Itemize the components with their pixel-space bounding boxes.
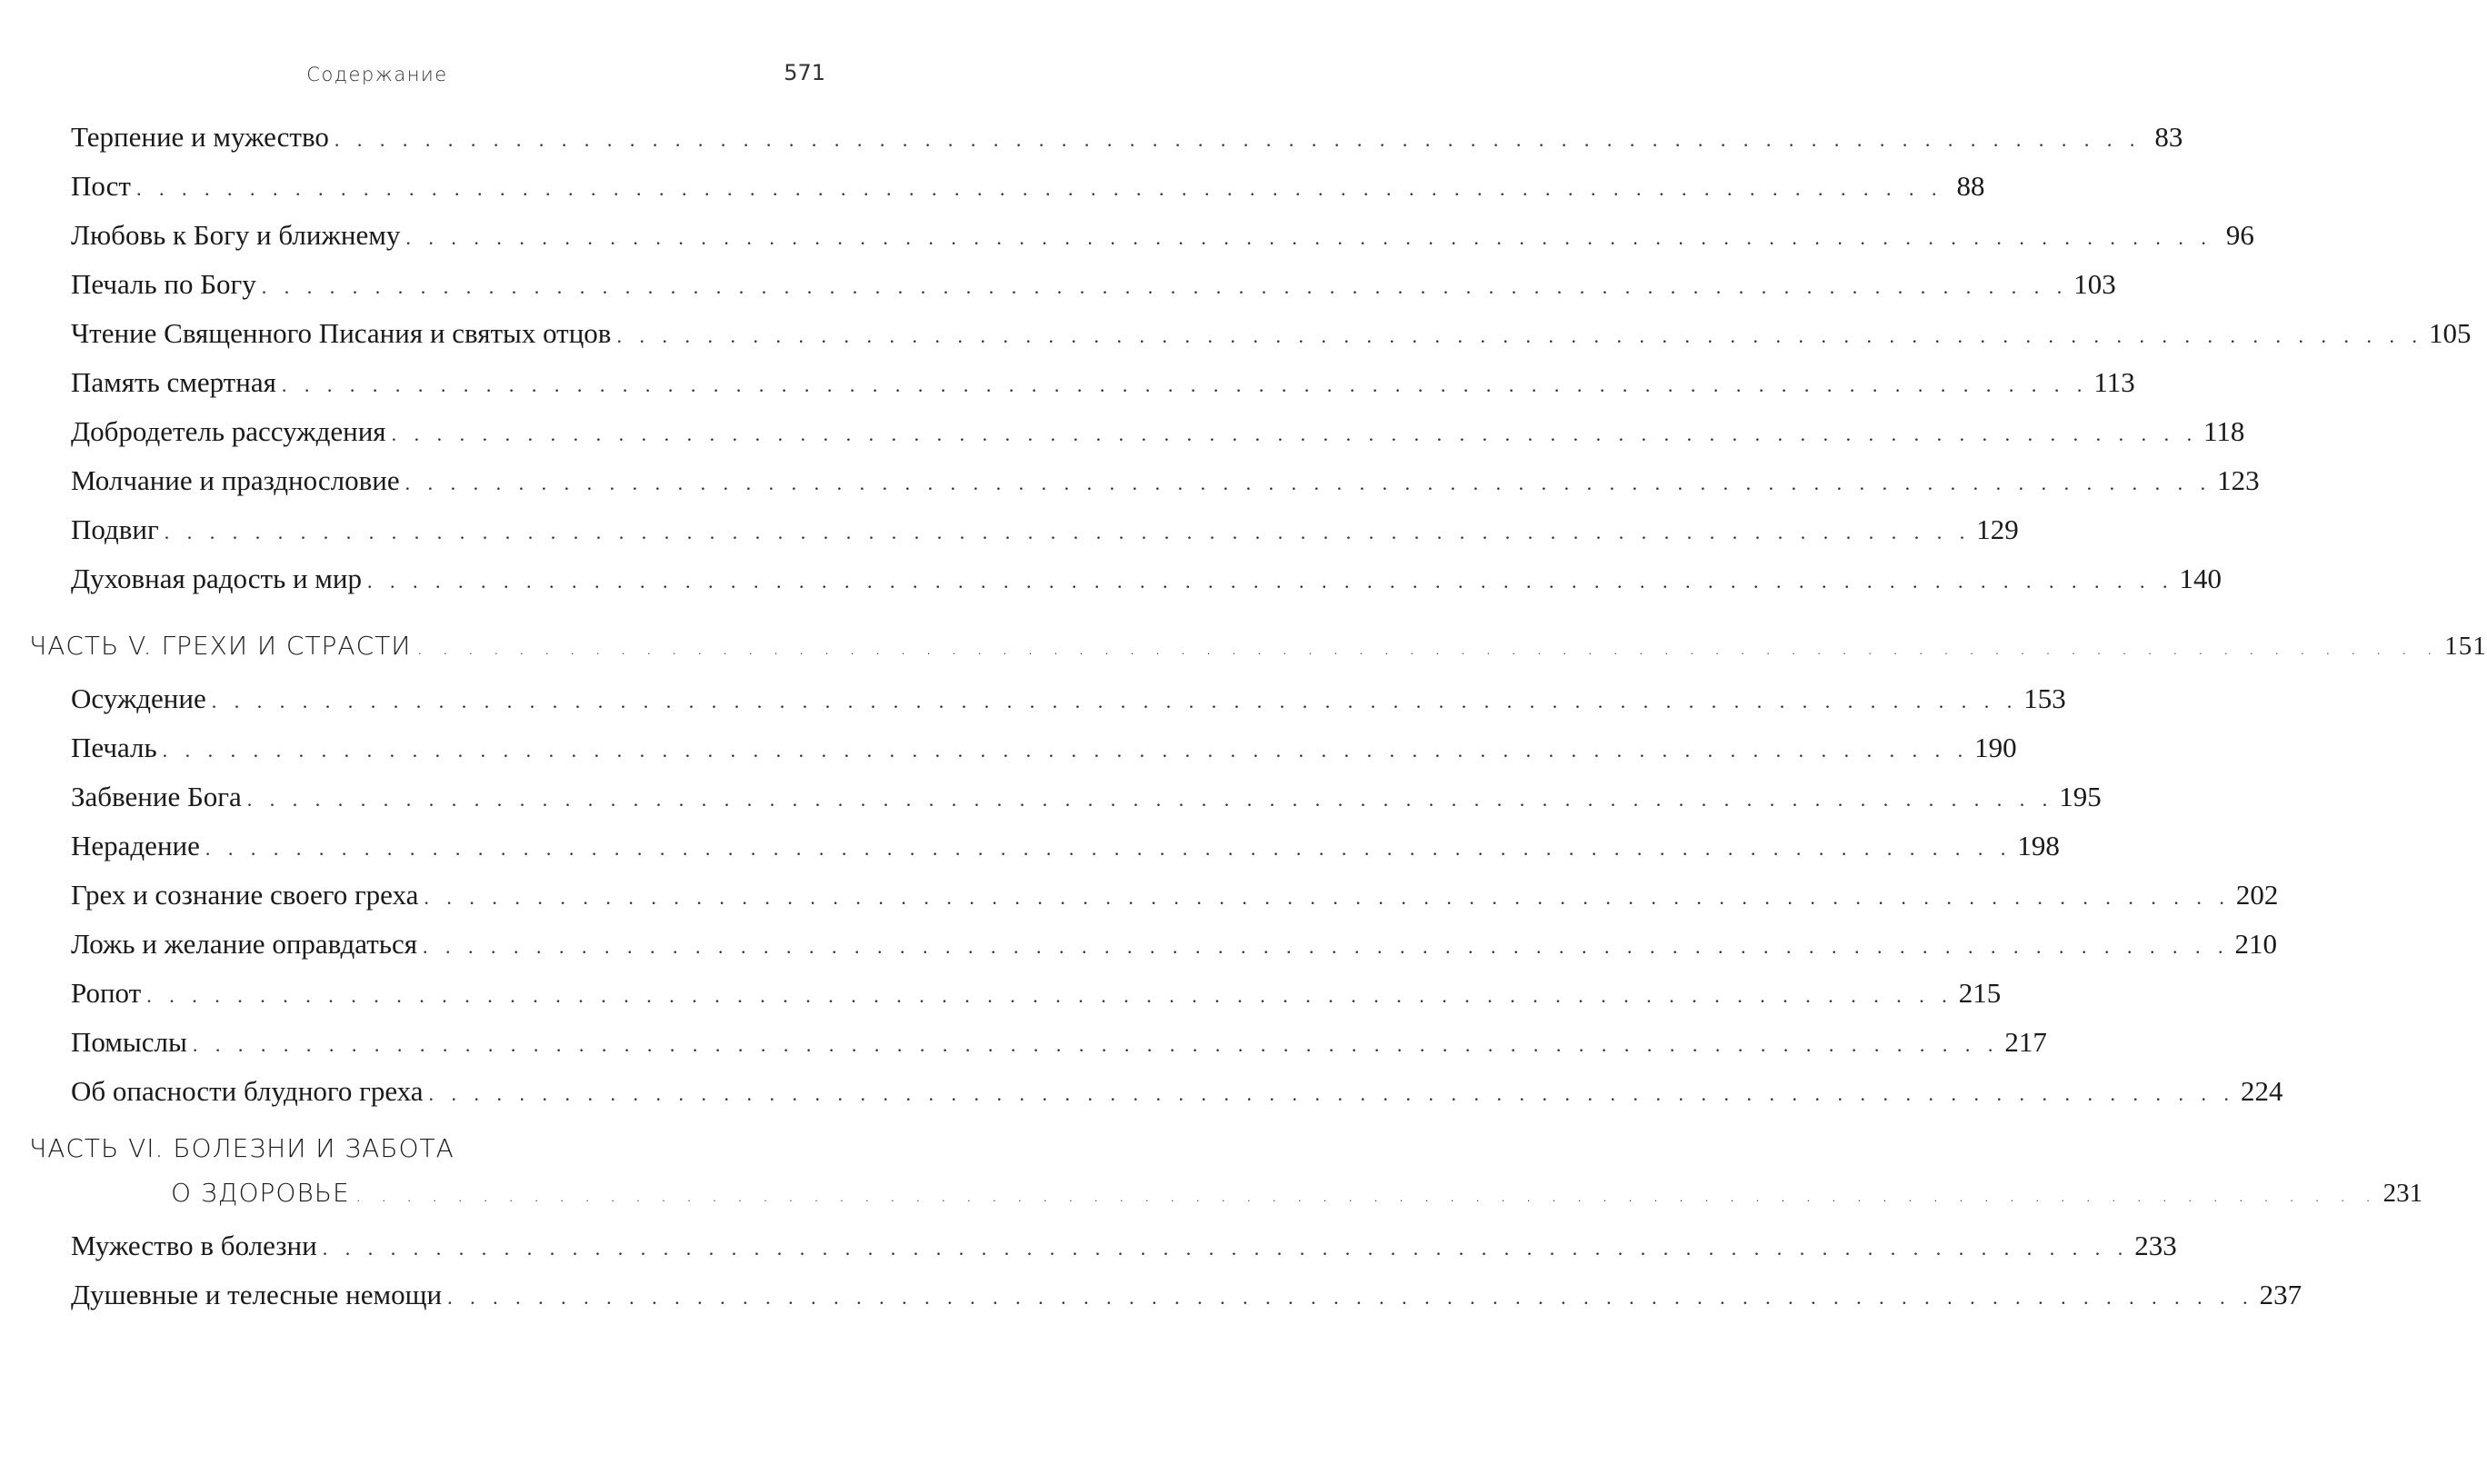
- dot-leader: . . . . . . . . . . . . . . . . . . . . . . . . . . . . . . . . . . . . . . . . . . . . . . . . . . . . . . . . . . . . . . . . . . . . . . . . . . . . . . . .: [367, 570, 2174, 593]
- toc-page-number: 237: [2259, 1279, 2302, 1310]
- toc-entry[interactable]: [0, 920, 2277, 969]
- toc-page-number: 224: [2241, 1075, 2283, 1107]
- toc-title: Грех и сознание своего греха: [71, 879, 419, 911]
- toc-part-heading[interactable]: [0, 622, 2487, 671]
- toc-page-number: 217: [2004, 1026, 2047, 1058]
- dot-leader: . . . . . . . . . . . . . . . . . . . . . . . . . . . . . . . . . . . . . . . . . . . . . . . . . . . . . . . . . . . . . . . . . . . . . . . . . . . . . . . .: [164, 521, 1972, 543]
- toc-entry[interactable]: [0, 358, 2135, 407]
- dot-leader: . . . . . . . . . . . . . . . . . . . . . . . . . . . . . . . . . . . . . . . . . . . . . . . . . . . . . . . . . . . . . . . . . . . . . . . . . . . . . . . .: [146, 984, 1953, 1007]
- toc-entry[interactable]: [0, 505, 2019, 554]
- toc-entry[interactable]: [0, 407, 2245, 456]
- toc-title: О ЗДОРОВЬЕ: [171, 1178, 350, 1208]
- dot-leader: . . . . . . . . . . . . . . . . . . . . . . . . . . . . . . . . . . . . . . . . . . . . . . . . . . . . . . . . . . . . . . . . . . . . . . . . . . . . . . . .: [211, 690, 2019, 712]
- toc-title: Любовь к Богу и ближнему: [71, 219, 401, 251]
- toc-title: Духовная радость и мир: [71, 563, 363, 594]
- toc-title: Помыслы: [71, 1026, 187, 1058]
- toc-title: Об опасности блудного греха: [71, 1075, 424, 1107]
- toc-title: Добродетель рассуждения: [71, 415, 386, 447]
- toc-title: Душевные и телесные немощи: [71, 1279, 443, 1310]
- toc-title: Пост: [71, 170, 131, 202]
- toc-entry[interactable]: [0, 162, 1985, 211]
- toc-page-number: 233: [2134, 1230, 2177, 1261]
- toc-entry[interactable]: [0, 260, 2116, 309]
- toc-title: Молчание и празднословие: [71, 464, 400, 496]
- toc-entry[interactable]: [0, 1221, 2177, 1270]
- toc-entry[interactable]: [0, 871, 2279, 920]
- toc-title: Забвение Бога: [71, 781, 242, 812]
- dot-leader: . . . . . . . . . . . . . . . . . . . . . . . . . . . . . . . . . . . . . . . . . . . . . . . . . . . . . . . . . . . . . . . . . . . . . . . . . . . . . . . .: [334, 128, 2142, 151]
- toc-page-number: 105: [2428, 317, 2472, 349]
- running-head: Содержание: [306, 64, 448, 85]
- toc-title: ЧАСТЬ V. ГРЕХИ И СТРАСТИ: [29, 631, 412, 661]
- toc-entry[interactable]: [0, 554, 2222, 603]
- toc-title: Чтение Священного Писания и святых отцов: [71, 317, 612, 349]
- toc-entry[interactable]: [0, 772, 2102, 822]
- toc-part-title-line1: ЧАСТЬ VI. БОЛЕЗНИ И ЗАБОТА: [29, 1133, 454, 1163]
- toc-entry[interactable]: [0, 211, 2254, 260]
- toc-page-number: 151: [2444, 632, 2487, 661]
- table-of-contents: [0, 113, 2487, 1320]
- toc-page-number: 118: [2203, 415, 2245, 447]
- toc-title: Нерадение: [71, 830, 200, 862]
- toc-part-title-line2[interactable]: [0, 1169, 2423, 1218]
- toc-entry[interactable]: [0, 113, 2183, 162]
- dot-leader: . . . . . . . . . . . . . . . . . . . . . . . . . . . . . . . . . . . . . . . . . . . . . . . . . . . . . . . . . . . . . . . . . . . . . . . . . . . . . . . .: [616, 324, 2423, 347]
- toc-entry[interactable]: [0, 674, 2066, 723]
- toc-page-number: 123: [2217, 464, 2260, 496]
- dot-leader: . . . . . . . . . . . . . . . . . . . . . . . . . . . . . . . . . . . . . . . . . . . . . . . . . . . . . . . . . . . . . . . . . . . . . . . . . . . . . . . .: [428, 1082, 2236, 1105]
- dot-leader: . . . . . . . . . . . . . . . . . . . . . . . . . . . . . . . . . . . . . . . . . . . . . . . . . . . . . . . . . . . . . . . . . . . . . . . . . . . . . . . .: [246, 788, 2054, 811]
- toc-page-number: 83: [2154, 121, 2183, 153]
- toc-entry[interactable]: [0, 456, 2260, 505]
- toc-part-heading: [0, 1129, 2423, 1218]
- dot-leader: . . . . . . . . . . . . . . . . . . . . . . . . . . . . . . . . . . . . . . . . . . . . . . . . . . . . . . . . . . . . . . . . . . . . . . . . . . . . . . . .: [355, 1184, 2378, 1207]
- dot-leader: . . . . . . . . . . . . . . . . . . . . . . . . . . . . . . . . . . . . . . . . . . . . . . . . . . . . . . . . . . . . . . . . . . . . . . . . . . . . . . . .: [261, 275, 2069, 298]
- toc-page-number: 195: [2059, 781, 2102, 812]
- toc-entry[interactable]: [0, 1067, 2283, 1116]
- toc-title: Память смертная: [71, 366, 276, 398]
- dot-leader: . . . . . . . . . . . . . . . . . . . . . . . . . . . . . . . . . . . . . . . . . . . . . . . . . . . . . . . . . . . . . . . . . . . . . . . . . . . . . . . .: [422, 935, 2230, 958]
- toc-page-number: 202: [2235, 879, 2279, 911]
- toc-page-number: 210: [2234, 928, 2277, 960]
- toc-page-number: 215: [1958, 977, 2002, 1009]
- toc-entry[interactable]: [0, 969, 2002, 1018]
- dot-leader: . . . . . . . . . . . . . . . . . . . . . . . . . . . . . . . . . . . . . . . . . . . . . . . . . . . . . . . . . . . . . . . . . . . . . . . . . . . . . . . .: [405, 226, 2212, 249]
- dot-leader: . . . . . . . . . . . . . . . . . . . . . . . . . . . . . . . . . . . . . . . . . . . . . . . . . . . . . . . . . . . . . . . . . . . . . . . . . . . . . . . .: [205, 837, 2013, 860]
- toc-entry[interactable]: [0, 723, 2017, 772]
- toc-entry[interactable]: [0, 1270, 2302, 1320]
- toc-page-number: 153: [2023, 682, 2066, 714]
- toc-page-number: 96: [2225, 219, 2254, 251]
- toc-page-number: 103: [2073, 268, 2116, 300]
- dot-leader: . . . . . . . . . . . . . . . . . . . . . . . . . . . . . . . . . . . . . . . . . . . . . . . . . . . . . . . . . . . . . . . . . . . . . . . . . . . . . . . .: [391, 423, 2199, 445]
- toc-title: Подвиг: [71, 513, 159, 545]
- dot-leader: . . . . . . . . . . . . . . . . . . . . . . . . . . . . . . . . . . . . . . . . . . . . . . . . . . . . . . . . . . . . . . . . . . . . . . . . . . . . . . . .: [135, 177, 1943, 200]
- dot-leader: . . . . . . . . . . . . . . . . . . . . . . . . . . . . . . . . . . . . . . . . . . . . . . . . . . . . . . . . . . . . . . . . . . . . . . . . . . . . . . . .: [424, 886, 2231, 909]
- toc-page-number: 113: [2093, 366, 2135, 398]
- toc-entry[interactable]: [0, 822, 2060, 871]
- toc-title: Осуждение: [71, 682, 206, 714]
- toc-title: Терпение и мужество: [71, 121, 329, 153]
- toc-entry[interactable]: [0, 309, 2472, 358]
- dot-leader: . . . . . . . . . . . . . . . . . . . . . . . . . . . . . . . . . . . . . . . . . . . . . . . . . . . . . . . . . . . . . . . . . . . . . . . . . . . . . . . .: [162, 739, 1970, 762]
- toc-page-number: 129: [1976, 513, 2019, 545]
- dot-leader: . . . . . . . . . . . . . . . . . . . . . . . . . . . . . . . . . . . . . . . . . . . . . . . . . . . . . . . . . . . . . . . . . . . . . . . . . . . . . . . .: [281, 373, 2089, 396]
- dot-leader: . . . . . . . . . . . . . . . . . . . . . . . . . . . . . . . . . . . . . . . . . . . . . . . . . . . . . . . . . . . . . . . . . . . . . . . . . . . . . . . .: [447, 1286, 2254, 1309]
- toc-title: Печаль по Богу: [71, 268, 256, 300]
- dot-leader: . . . . . . . . . . . . . . . . . . . . . . . . . . . . . . . . . . . . . . . . . . . . . . . . . . . . . . . . . . . . . . . . . . . . . . . . . . . . . . . .: [192, 1033, 2000, 1056]
- toc-title: Ропот: [71, 977, 142, 1009]
- toc-title: Печаль: [71, 732, 157, 763]
- toc-title: Мужество в болезни: [71, 1230, 317, 1261]
- dot-leader: . . . . . . . . . . . . . . . . . . . . . . . . . . . . . . . . . . . . . . . . . . . . . . . . . . . . . . . . . . . . . . . . . . . . . . . . . . . . . . . .: [405, 472, 2212, 494]
- toc-page-number: 198: [2017, 830, 2060, 862]
- toc-page-number: 140: [2179, 563, 2222, 594]
- dot-leader: . . . . . . . . . . . . . . . . . . . . . . . . . . . . . . . . . . . . . . . . . . . . . . . . . . . . . . . . . . . . . . . . . . . . . . . . . . . . . . . .: [416, 637, 2440, 660]
- toc-page-number: 231: [2382, 1179, 2423, 1208]
- toc-title: Ложь и желание оправдаться: [71, 928, 417, 960]
- toc-entry[interactable]: [0, 1018, 2047, 1067]
- toc-page-number: 190: [1974, 732, 2017, 763]
- toc-page-number: 88: [1956, 170, 1985, 202]
- dot-leader: . . . . . . . . . . . . . . . . . . . . . . . . . . . . . . . . . . . . . . . . . . . . . . . . . . . . . . . . . . . . . . . . . . . . . . . . . . . . . . . .: [322, 1237, 2130, 1260]
- page-number: 571: [784, 60, 825, 85]
